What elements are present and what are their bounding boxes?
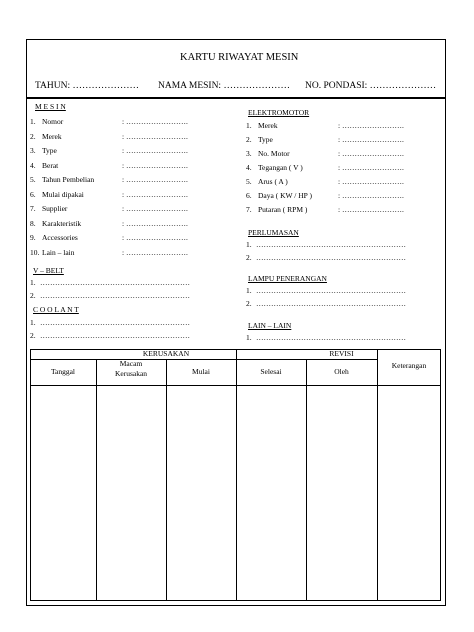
col-divider	[166, 359, 167, 601]
field-label: Supplier	[42, 204, 68, 213]
field-label: Tegangan ( V )	[258, 163, 303, 172]
field-value[interactable]: ……………………………………………………	[40, 291, 190, 300]
field-value[interactable]: : …………………….	[338, 163, 404, 172]
field-value[interactable]: : …………………….	[122, 204, 188, 213]
field-value[interactable]: : …………………….	[338, 135, 404, 144]
field-label: Nomor	[42, 117, 64, 126]
field-value[interactable]: ……………………………………………………	[40, 278, 190, 287]
field-value[interactable]: ……………………………………………………	[40, 318, 190, 327]
col-divider	[96, 359, 97, 601]
field-num: 1.	[246, 286, 252, 295]
field-value[interactable]: : …………………….	[338, 205, 404, 214]
field-num: 4.	[246, 163, 252, 172]
field-value[interactable]: ……………………………………………………	[256, 333, 406, 342]
field-num: 5.	[30, 175, 36, 184]
field-num: 6.	[246, 191, 252, 200]
field-value[interactable]: : …………………….	[122, 189, 188, 199]
field-value[interactable]: : …………………….	[122, 233, 188, 242]
field-label: Arus ( A )	[258, 177, 288, 186]
field-num: 1.	[30, 278, 36, 287]
field-value[interactable]: : …………………….	[338, 149, 404, 158]
field-value[interactable]: : …………………….	[338, 191, 404, 200]
col-divider	[236, 349, 237, 601]
col-macam-kerusakan: Macam Kerusakan	[114, 359, 148, 378]
coolant-heading: C O O L A N T	[33, 305, 79, 314]
col-keterangan: Keterangan	[391, 361, 427, 370]
field-num: 8.	[30, 218, 36, 228]
col-divider	[377, 349, 378, 601]
field-value[interactable]: ……………………………………………………	[256, 253, 406, 262]
field-value[interactable]: ……………………………………………………	[40, 331, 190, 340]
field-num: 6.	[30, 189, 36, 199]
field-label: Merek	[258, 121, 278, 130]
card-title: KARTU RIWAYAT MESIN	[180, 52, 299, 63]
field-num: 2.	[246, 299, 252, 308]
tahun-field[interactable]: TAHUN: …………………	[35, 81, 139, 91]
group-revisi: REVISI	[329, 349, 354, 358]
field-num: 3.	[246, 149, 252, 158]
field-num: 3.	[30, 146, 36, 155]
field-num: 4.	[30, 160, 36, 170]
field-num: 2.	[30, 291, 36, 300]
col-tanggal: Tanggal	[50, 367, 76, 376]
field-num: 5.	[246, 177, 252, 186]
field-label: Tahun Pembelian	[42, 175, 95, 184]
field-label: Merek	[42, 131, 62, 141]
col-divider	[306, 359, 307, 601]
field-label: Type	[258, 135, 273, 144]
field-label: Karakteristik	[42, 218, 82, 228]
field-num: 1.	[246, 240, 252, 249]
field-label: Mulai dipakai	[42, 189, 84, 199]
field-num: 1.	[246, 333, 252, 342]
field-value[interactable]: : …………………….	[122, 160, 188, 170]
field-value[interactable]: : …………………….	[338, 177, 404, 186]
field-num: 1.	[246, 121, 252, 130]
field-value[interactable]: ……………………………………………………	[256, 299, 406, 308]
field-value[interactable]: : …………………….	[122, 117, 188, 126]
field-label: No. Motor	[258, 149, 290, 158]
col-selesai: Selesai	[260, 367, 282, 376]
field-label: Lain – lain	[42, 247, 75, 257]
field-value[interactable]: : …………………….	[122, 247, 188, 257]
elektromotor-heading: ELEKTROMOTOR	[248, 108, 310, 117]
field-value[interactable]: : …………………….	[122, 218, 188, 228]
header-divider	[26, 97, 446, 99]
field-num: 1.	[30, 318, 36, 327]
field-value[interactable]: ……………………………………………………	[256, 240, 406, 249]
col-oleh: Oleh	[334, 367, 349, 376]
field-num: 7.	[30, 204, 36, 213]
no-pondasi-field[interactable]: NO. PONDASI: …………………	[305, 81, 437, 91]
field-num: 1.	[30, 117, 36, 126]
field-label: Putaran ( RPM )	[258, 205, 308, 214]
field-label: Berat	[42, 160, 59, 170]
mesin-heading: M E S I N	[35, 102, 66, 111]
field-num: 2.	[30, 331, 36, 340]
field-value[interactable]: : …………………….	[122, 146, 188, 155]
field-label: Type	[42, 146, 57, 155]
field-value[interactable]: : …………………….	[122, 175, 188, 184]
group-kerusakan: KERUSAKAN	[142, 349, 190, 358]
field-num: 10.	[30, 247, 40, 257]
lampu-heading: LAMPU PENERANGAN	[248, 274, 327, 283]
field-num: 2.	[246, 253, 252, 262]
field-num: 2.	[30, 131, 36, 141]
vbelt-heading: V – BELT	[33, 266, 64, 275]
nama-mesin-field[interactable]: NAMA MESIN: …………………	[158, 81, 290, 91]
field-label: Daya ( KW / HP )	[258, 191, 312, 200]
col-mulai: Mulai	[192, 367, 210, 376]
field-value[interactable]: : …………………….	[122, 131, 188, 141]
field-num: 7.	[246, 205, 252, 214]
field-value[interactable]: : …………………….	[338, 121, 404, 130]
lain-heading: LAIN – LAIN	[248, 321, 292, 330]
field-label: Accessories	[42, 233, 78, 242]
field-num: 2.	[246, 135, 252, 144]
perlumasan-heading: PERLUMASAN	[248, 228, 299, 237]
group-divider	[30, 359, 377, 360]
field-value[interactable]: ……………………………………………………	[256, 286, 406, 295]
field-num: 9.	[30, 233, 36, 242]
